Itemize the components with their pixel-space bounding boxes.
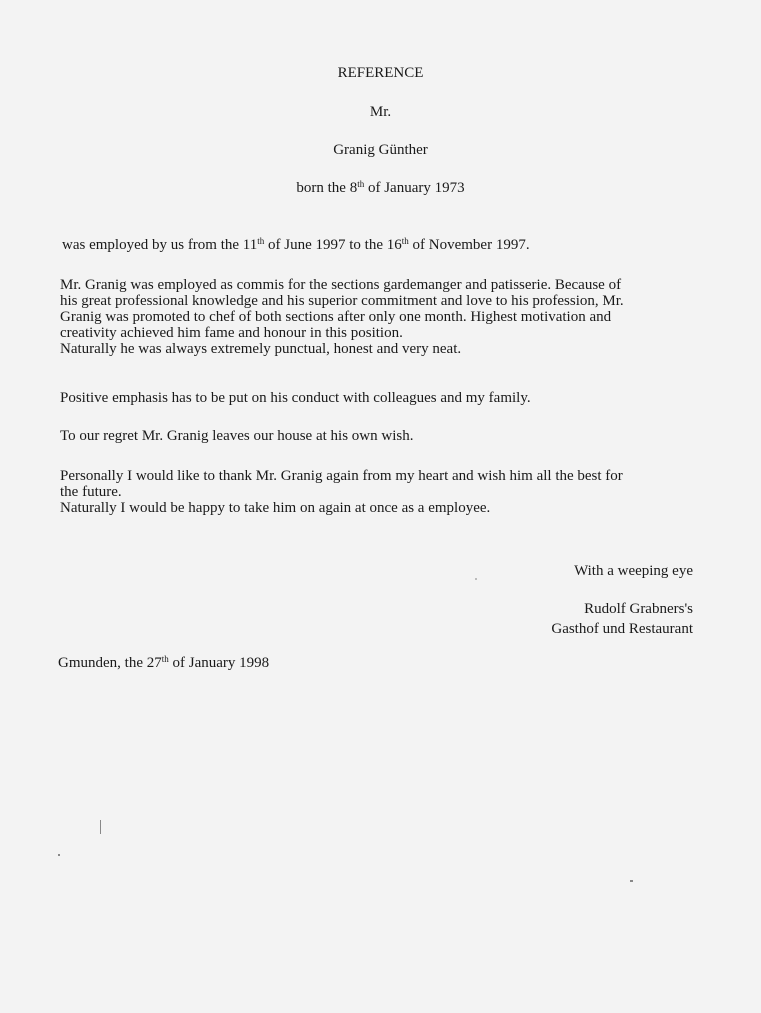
paragraph-performance bbox=[60, 277, 700, 357]
scan-speck bbox=[58, 854, 60, 856]
text-line: creativity achieved him fame and honour in this position. bbox=[60, 325, 403, 341]
text-line: Naturally he was always extremely punctual, honest and very neat. bbox=[60, 341, 462, 357]
closing-line: With a weeping eye bbox=[574, 563, 693, 579]
text-line: Mr. Granig was employed as commis for the sections gardemanger and patisserie. Because of bbox=[60, 277, 622, 293]
text-line: his great professional knowledge and his superior commitment and love to his profession, Mr. bbox=[60, 293, 624, 309]
paragraph-thanks bbox=[60, 468, 700, 516]
signature-name: Rudolf Grabners's bbox=[584, 601, 693, 617]
paragraph-conduct: Positive emphasis has to be put on his conduct with colleagues and my family. bbox=[60, 390, 531, 406]
place-and-date: Gmunden, the 27th of January 1998 bbox=[58, 654, 270, 671]
text-line: Personally I would like to thank Mr. Granig again from my heart and wish him all the best for bbox=[60, 468, 623, 484]
scan-speck bbox=[100, 820, 101, 834]
scan-speck bbox=[475, 578, 477, 580]
signature-business: Gasthof und Restaurant bbox=[551, 621, 693, 637]
letter-heading: REFERENCE bbox=[337, 65, 424, 81]
scan-speck bbox=[630, 880, 633, 882]
text-line: Naturally I would be happy to take him on again at once as a employee. bbox=[60, 500, 491, 516]
text-line: Granig was promoted to chef of both sections after only one month. Highest motivation and bbox=[60, 309, 612, 325]
paragraph-leaving: To our regret Mr. Granig leaves our house at his own wish. bbox=[60, 428, 414, 444]
salutation: Mr. bbox=[369, 104, 392, 120]
text-line: the future. bbox=[60, 484, 122, 500]
birth-date: born the 8th of January 1973 bbox=[296, 179, 465, 196]
employment-period: was employed by us from the 11th of June 1997 to the 16th of November 1997. bbox=[62, 236, 530, 253]
employee-name: Granig Günther bbox=[333, 142, 428, 158]
signature-block bbox=[551, 599, 693, 639]
